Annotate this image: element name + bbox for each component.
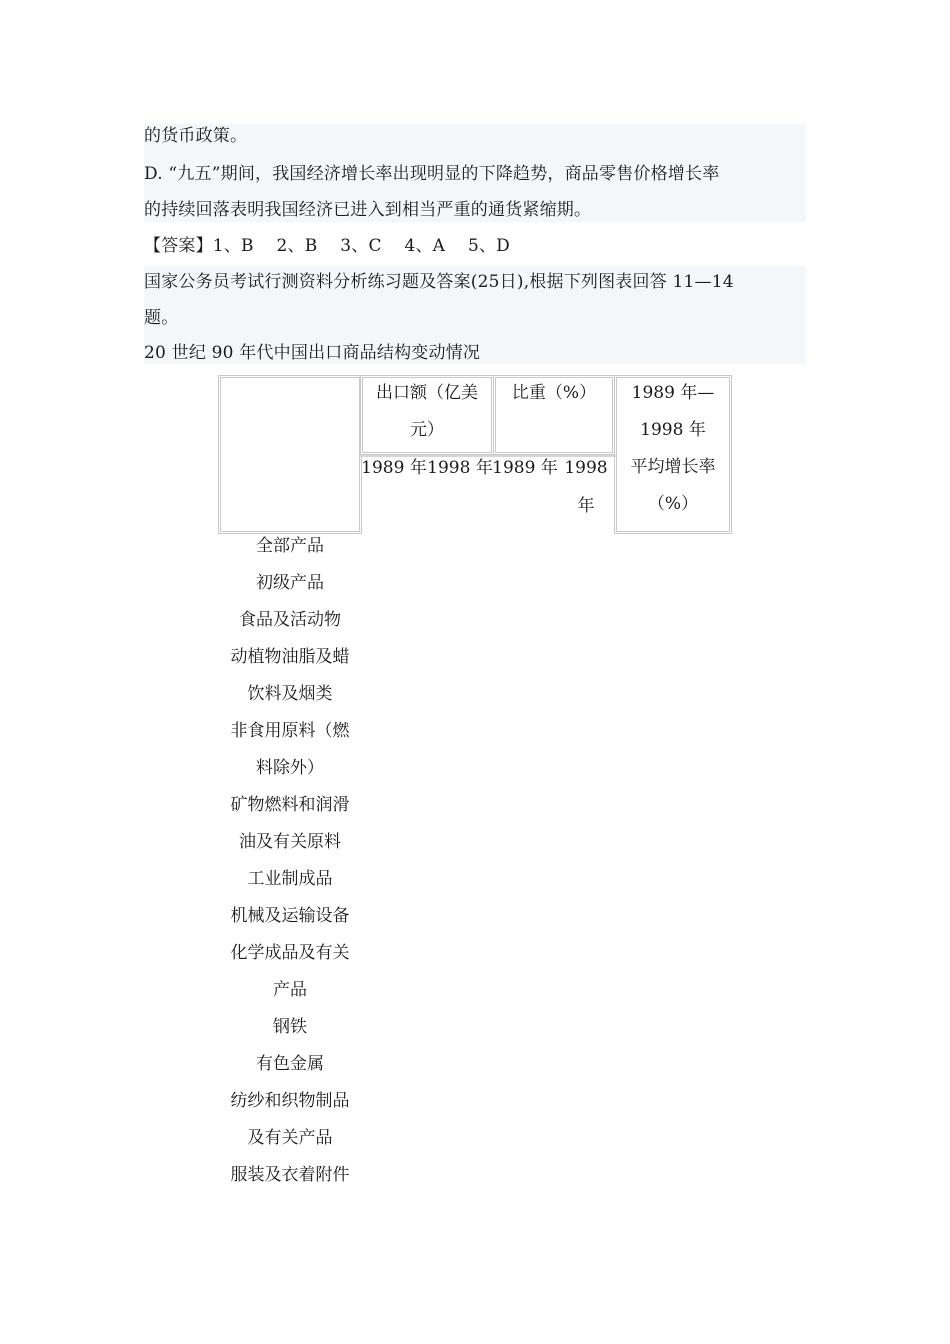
header-export-label: 出口额（亿美 bbox=[376, 383, 478, 403]
header-export-cell bbox=[360, 375, 494, 455]
header-growth-label: 1998 年 bbox=[640, 420, 706, 440]
intro-line: 国家公务员考试行测资料分析练习题及答案(25日),根据下列图表回答 11—14 bbox=[144, 272, 734, 292]
row-label: 饮料及烟类 bbox=[247, 684, 333, 704]
row-label: 及有关产品 bbox=[247, 1128, 333, 1148]
row-label: 工业制成品 bbox=[247, 869, 333, 889]
header-growth-cell bbox=[614, 375, 732, 534]
header-share-cell bbox=[493, 375, 615, 455]
row-label: 非食用原料（燃 bbox=[230, 721, 350, 741]
row-label: 化学成品及有关 bbox=[230, 943, 350, 963]
row-label: 全部产品 bbox=[256, 536, 324, 556]
row-label: 钢铁 bbox=[273, 1017, 307, 1037]
header-growth-label: （%） bbox=[647, 494, 699, 514]
table-title: 20 世纪 90 年代中国出口商品结构变动情况 bbox=[144, 343, 481, 363]
subheader-year: 1998 年 bbox=[427, 458, 493, 478]
row-label: 料除外） bbox=[256, 758, 324, 778]
header-share-label: 比重（%） bbox=[511, 383, 597, 403]
header-growth-label: 平均增长率 bbox=[630, 457, 716, 477]
header-growth-label: 1989 年— bbox=[631, 383, 715, 403]
header-export-label-cont: 元） bbox=[410, 420, 444, 440]
header-empty-cell bbox=[218, 375, 362, 534]
row-label: 有色金属 bbox=[256, 1054, 324, 1074]
text-line: D. “九五”期间，我国经济增长率出现明显的下降趋势，商品零售价格增长率 bbox=[144, 164, 720, 184]
text-line: 的货币政策。 bbox=[144, 126, 248, 146]
subheader-year-cont: 年 bbox=[577, 496, 595, 516]
subheader-year: 1989 年 bbox=[361, 458, 427, 478]
subheader-year: 1989 年 bbox=[492, 458, 558, 478]
row-label: 初级产品 bbox=[256, 573, 324, 593]
row-label: 矿物燃料和润滑 bbox=[230, 795, 350, 815]
row-label: 产品 bbox=[273, 980, 307, 1000]
row-label: 机械及运输设备 bbox=[230, 906, 350, 926]
intro-line: 题。 bbox=[144, 308, 179, 328]
text-line: 的持续回落表明我国经济已进入到相当严重的通货紧缩期。 bbox=[144, 200, 592, 220]
row-label: 食品及活动物 bbox=[239, 610, 341, 630]
row-label: 动植物油脂及蜡 bbox=[230, 647, 350, 667]
row-label: 纺纱和织物制品 bbox=[230, 1091, 350, 1111]
subheader-year: 1998 bbox=[564, 458, 608, 478]
row-label: 服装及衣着附件 bbox=[230, 1165, 350, 1185]
answer-line: 【答案】1、B 2、B 3、C 4、A 5、D bbox=[144, 236, 510, 256]
row-label: 油及有关原料 bbox=[239, 832, 341, 852]
